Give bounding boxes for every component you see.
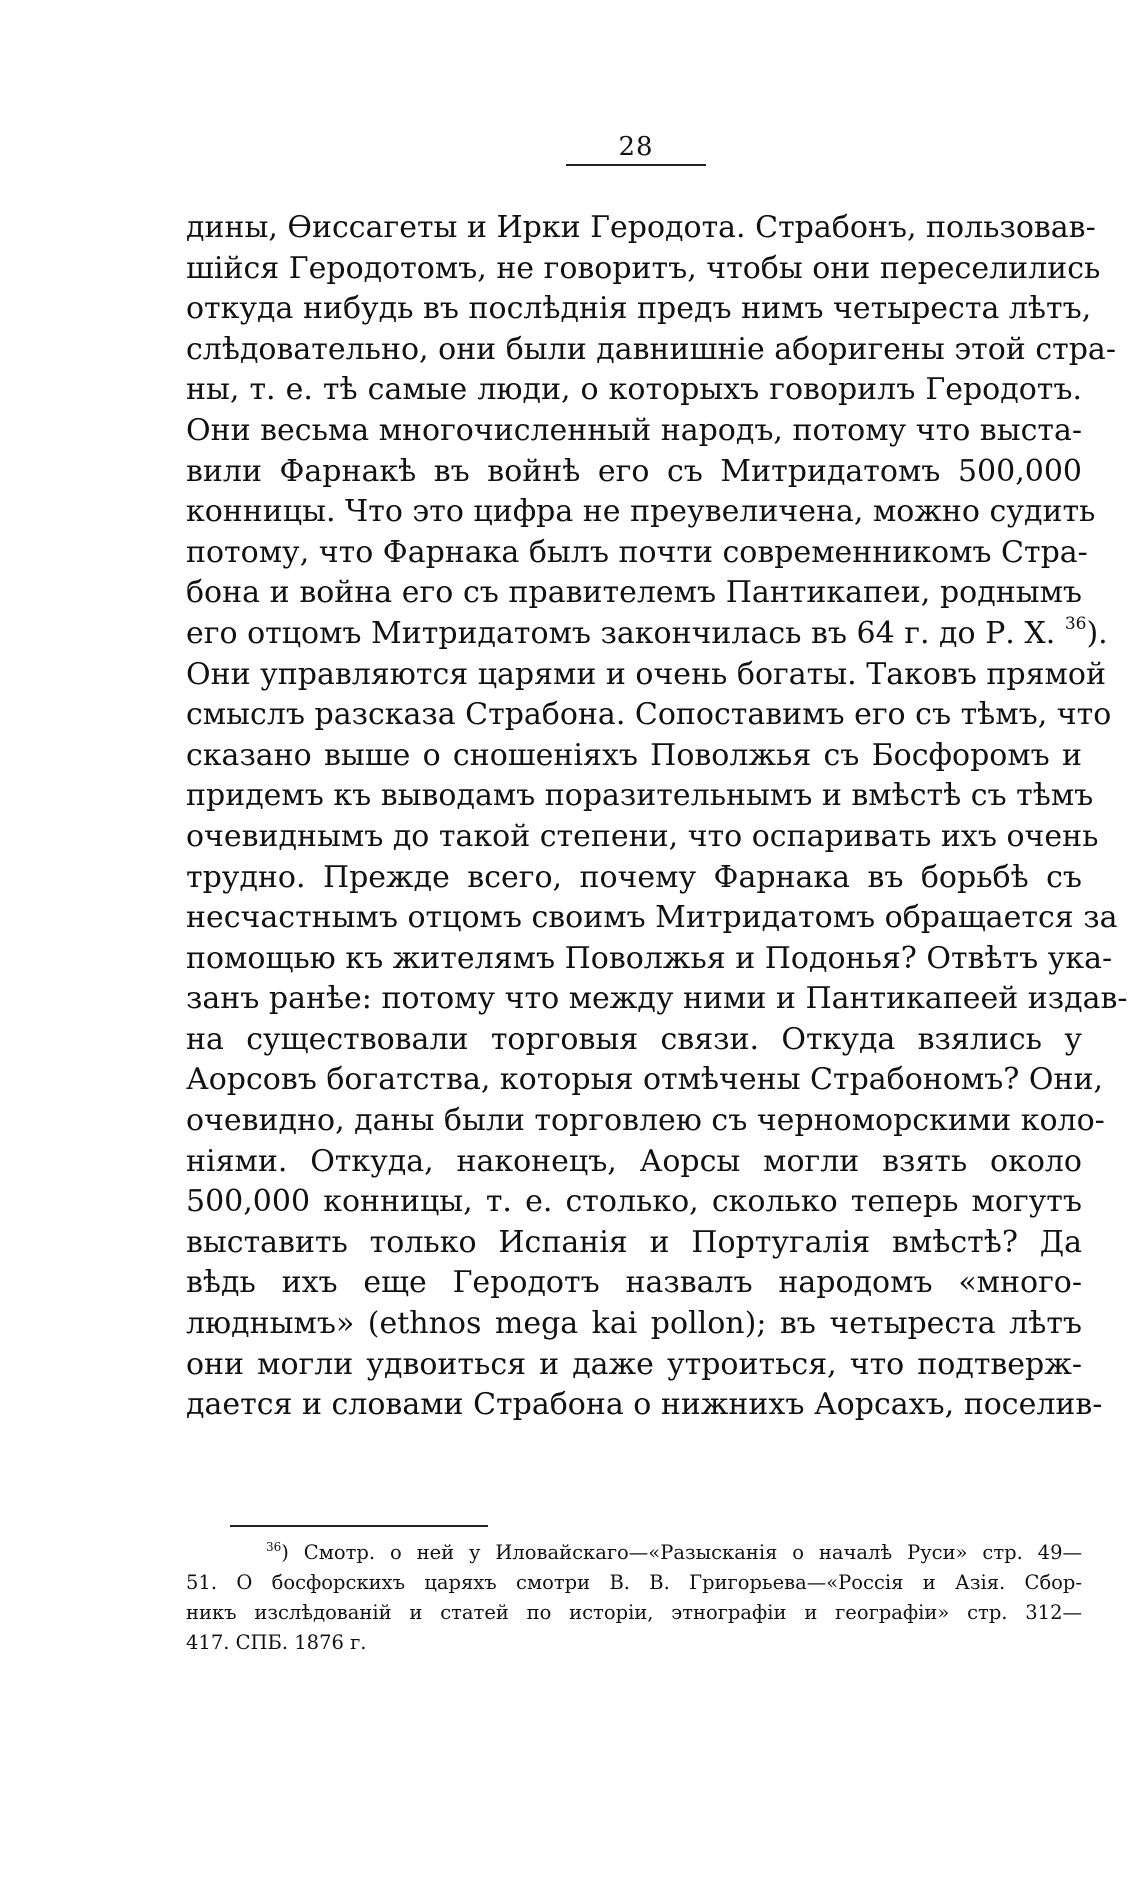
text-line: вѣдь ихъ еще Геродотъ назвалъ народомъ «много- — [186, 1265, 1082, 1301]
text-line: потому, что Фарнака былъ почти современникомъ Стра- — [186, 534, 1088, 570]
text-line: слѣдовательно, они были давнишніе аборигены этой стра- — [186, 331, 1116, 367]
text-line: дается и словами Страбона о нижнихъ Аорсахъ, поселив- — [186, 1387, 1103, 1423]
footnote-ref-close: ). — [1086, 615, 1108, 651]
text-line: дины, Өиссагеты и Ирки Геродота. Страбонъ, пользовав- — [186, 210, 1096, 245]
text-line: Аорсовъ богатства, которыя отмѣчены Страбономъ? Они, — [186, 1062, 1104, 1098]
text-line: шійся Геродотомъ, не говоритъ, чтобы они переселились — [186, 250, 1101, 286]
page-number: 28 — [618, 132, 654, 162]
footnote-line: никъ изслѣдованій и статей по исторіи, этнографіи и географіи» стр. 312— — [186, 1601, 1082, 1624]
footnote-line — [186, 1538, 1082, 1568]
text-line: Они управляются царями и очень богаты. Таковъ прямой — [186, 656, 1106, 692]
text-line-with-footnote-ref — [186, 613, 1108, 655]
footnote-marker: 36 — [266, 1540, 282, 1554]
text-line: занъ ранѣе: потому что между ними и Пантикапеей издав- — [186, 981, 1128, 1017]
text-line: вили Фарнакѣ въ войнѣ его съ Митридатомъ 500,000 — [186, 453, 1082, 489]
text-line: 500,000 конницы, т. е. столько, сколько теперь могутъ — [186, 1184, 1082, 1220]
text-line: Они весьма многочисленный народъ, потому что выста- — [186, 412, 1082, 448]
text-line: на существовали торговыя связи. Откуда взялись у — [186, 1021, 1082, 1057]
text-line: сказано выше о сношеніяхъ Поволжья съ Босфоромъ и — [186, 737, 1082, 773]
footnote-divider — [230, 1525, 488, 1527]
body-text — [186, 208, 1128, 1426]
text-line: смыслъ разсказа Страбона. Сопоставимъ его съ тѣмъ, что — [186, 697, 1112, 733]
footnote-ref-marker: 36 — [1064, 613, 1087, 634]
text-line: очевидно, даны были торговлею съ черноморскими коло- — [186, 1103, 1105, 1139]
text-line: люднымъ» (ethnos mega kai pollon); въ четыреста лѣтъ — [186, 1306, 1082, 1342]
text-line: помощью къ жителямъ Поволжья и Подонья? Отвѣтъ ука- — [186, 940, 1113, 976]
text-line: откуда нибудь въ послѣднія предъ нимъ четыреста лѣтъ, — [186, 291, 1092, 327]
text-line: они могли удвоиться и даже утроиться, что подтверж- — [186, 1346, 1082, 1382]
text-line-content: его отцомъ Митридатомъ закончилась въ 64 г. до Р. Х. — [186, 615, 1056, 651]
footnotes — [186, 1538, 1082, 1658]
text-line: трудно. Прежде всего, почему Фарнака въ борьбѣ съ — [186, 859, 1082, 895]
text-line: ніями. Откуда, наконецъ, Аорсы могли взять около — [186, 1143, 1082, 1179]
text-line: очевиднымъ до такой степени, что оспаривать ихъ очень — [186, 818, 1099, 854]
footnote-line: 51. О босфорскихъ царяхъ смотри В. В. Григорьева—«Россія и Азія. Сбор- — [186, 1571, 1082, 1594]
text-line: бона и война его съ правителемъ Пантикапеи, роднымъ — [186, 575, 1082, 611]
text-line: ны, т. е. тѣ самые люди, о которыхъ говорилъ Геродотъ. — [186, 372, 1082, 408]
text-line: выставить только Испанія и Португалія вмѣстѣ? Да — [186, 1224, 1082, 1260]
text-line: придемъ къ выводамъ поразительнымъ и вмѣстѣ съ тѣмъ — [186, 778, 1094, 814]
footnote-line: 417. СПБ. 1876 г. — [186, 1631, 367, 1654]
text-line: конницы. Что это цифра не преувеличена, можно судить — [186, 494, 1096, 530]
text-line: несчастнымъ отцомъ своимъ Митридатомъ обращается за — [186, 900, 1118, 936]
page-number-header — [566, 132, 706, 166]
footnote-text: ) Смотр. о ней у Иловайскаго—«Разысканія о началѣ Руси» стр. 49— — [281, 1541, 1082, 1564]
